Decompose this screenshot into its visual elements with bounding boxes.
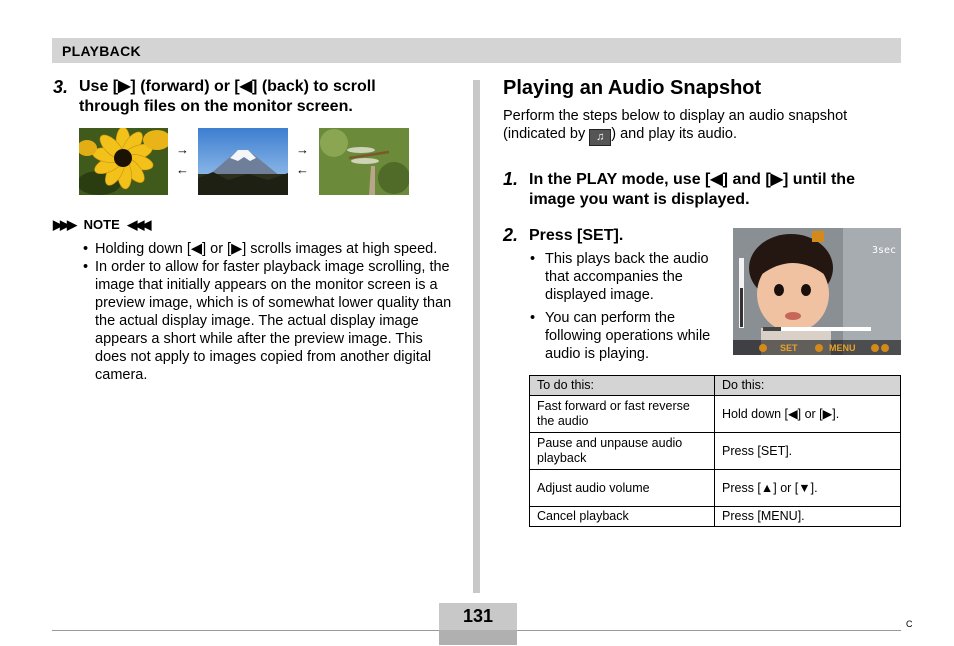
table-cell: Pause and unpause audio playback <box>530 433 715 470</box>
table-row <box>530 433 901 470</box>
page-number: 131 <box>462 606 494 626</box>
table-cell: Press [▲] or [▼]. <box>715 470 901 507</box>
operations-table <box>529 375 901 527</box>
forward-arrow-2: → <box>296 142 309 157</box>
intro-line-2-end: ) and play its audio. <box>611 126 737 142</box>
note-right-ornament-icon: ◀◀◀ <box>127 217 149 232</box>
table-cell: Hold down [◀] or [▶]. <box>715 396 901 433</box>
step-1-line-2: image you want is displayed. <box>529 191 750 208</box>
intro-line-2 <box>503 125 737 146</box>
note-item-1: • Holding down [◀] or [▶] scrolls images at high speed. <box>83 240 455 258</box>
table-row <box>530 507 901 527</box>
mountain-photo <box>198 128 288 195</box>
step-2-bullet-1: • This plays back the audio that accompanies the displayed image. <box>530 250 712 304</box>
table-header-cell: To do this: <box>530 376 715 396</box>
table-cell: Press [SET]. <box>715 433 901 470</box>
table-cell: Fast forward or fast reverse the audio <box>530 396 715 433</box>
intro-line-1: Perform the steps below to display an audio snapshot <box>503 108 848 124</box>
audio-snapshot-icon: ♫ <box>589 129 611 146</box>
table-header-cell: Do this: <box>715 376 901 396</box>
step-2-text: Press [SET]. <box>529 227 624 244</box>
dragonfly-photo <box>319 128 409 195</box>
playback-time: 3sec <box>872 245 897 256</box>
note-label: NOTE <box>83 217 120 232</box>
table-cell: Adjust audio volume <box>530 470 715 507</box>
step-3-line-1: Use [▶] (forward) or [◀] (back) to scroll <box>79 78 376 95</box>
note-item-2: • In order to allow for faster playback image scrolling, the image that initially appears on the monitor screen is a preview image, which is of somewhat lower quality than the actual display image. The actual display image appears a short while after the preview image. This does not apply to images copied from another digital camera. <box>83 258 455 384</box>
step-3-line-2: through files on the monitor screen. <box>79 98 353 115</box>
back-arrow-1: ← <box>176 162 189 177</box>
note-left-ornament-icon: ▶▶▶ <box>53 217 74 232</box>
table-cell: Press [MENU]. <box>715 507 901 527</box>
table-row <box>530 396 901 433</box>
table-header-row <box>530 376 901 396</box>
table-cell: Cancel playback <box>530 507 715 527</box>
section-title: PLAYBACK <box>62 43 141 59</box>
screen-menu-label: MENU <box>829 343 856 353</box>
intro-line-2-start: (indicated by <box>503 126 590 142</box>
step-2-bullets <box>530 250 712 363</box>
section-heading: Playing an Audio Snapshot <box>503 77 762 99</box>
step-2-number: 2. <box>503 225 519 245</box>
step-3-number: 3. <box>53 77 69 97</box>
camera-screen-image <box>733 228 901 355</box>
step-2-bullet-2: • You can perform the following operations while audio is playing. <box>530 309 712 363</box>
forward-arrow-1: → <box>176 142 189 157</box>
table-row <box>530 470 901 507</box>
column-divider <box>473 80 480 593</box>
step-1-number: 1. <box>503 169 519 189</box>
footer-mark: C <box>906 619 913 629</box>
sunflower-photo <box>79 128 168 195</box>
step-1-line-1: In the PLAY mode, use [◀] and [▶] until the <box>529 171 855 188</box>
page-number-band <box>439 630 517 645</box>
back-arrow-2: ← <box>296 162 309 177</box>
note-list <box>83 240 455 384</box>
section-header-bar <box>52 38 901 63</box>
note-heading <box>53 217 148 233</box>
screen-set-label: SET <box>780 343 798 353</box>
